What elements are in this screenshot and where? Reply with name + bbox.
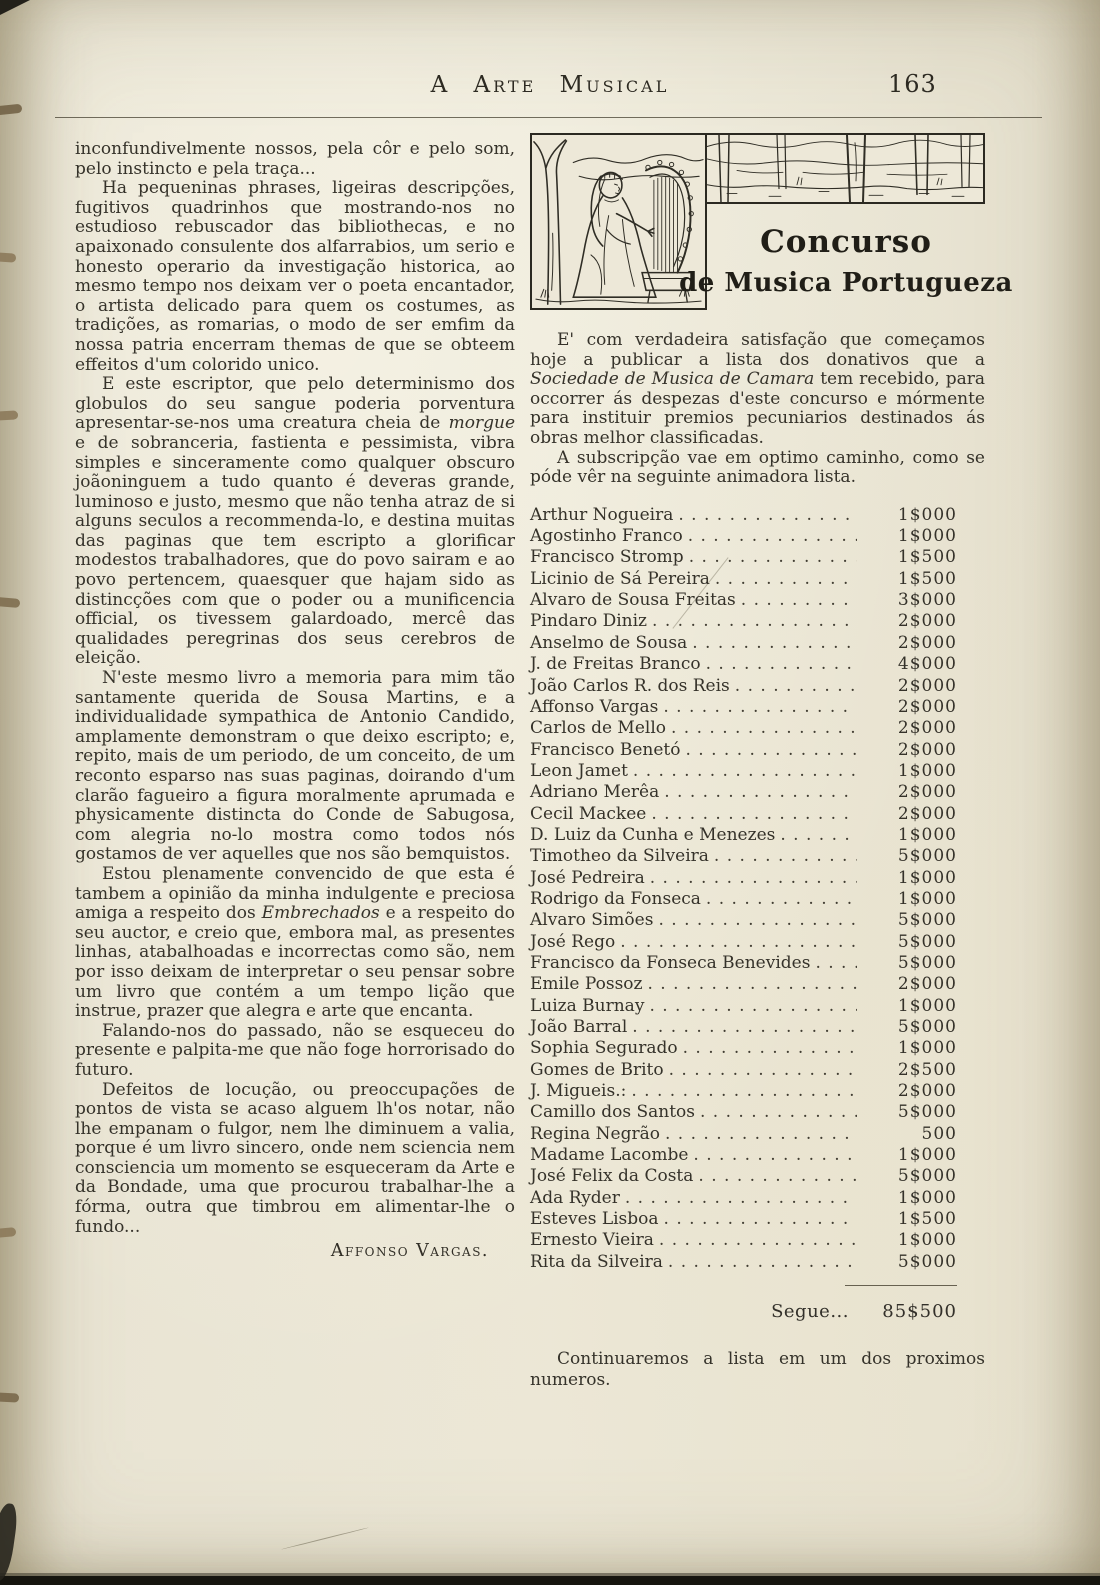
donation-row (530, 611, 985, 632)
dot-leader (648, 974, 858, 995)
journal-title: A Arte Musical (430, 72, 670, 98)
donor-name: José Pedreira (530, 867, 645, 888)
donation-row (530, 1081, 985, 1102)
donation-amount: 1$500 (897, 1209, 957, 1230)
donor-name: José Rego (530, 931, 616, 952)
scan-bottom-edge (0, 1576, 1100, 1585)
donation-amount: 5$000 (897, 1102, 957, 1123)
donation-row (530, 526, 985, 547)
donation-list (530, 505, 985, 1273)
concurso-column (530, 133, 1013, 1391)
donation-amount: 2$000 (897, 611, 957, 632)
donation-row (530, 953, 985, 974)
paragraph: Ha pequeninas phrases, ligeiras descripções, fugitivos quadrinhos que mostrando-nos no estudioso rebuscador das bibliothecas, e no apaixonado consulente dos alfarrabios, um serio e honesto operario da investigação historica, ao mesmo tempo nos deixam ver o poeta encantador, o artista delicado para quem os costumes, as tradições, as romarias, o modo de ser emfim da nossa patria encerram themas de que se obteem effeitos d'um colorido unico. (75, 178, 515, 375)
binding-tear (0, 252, 16, 262)
dot-leader (780, 825, 857, 846)
concurso-title-line2: de Musica Portugueza (679, 267, 1013, 298)
dot-leader (663, 697, 857, 718)
dot-leader (620, 932, 857, 953)
donation-row (530, 1038, 985, 1059)
binding-tear (0, 597, 20, 608)
donor-name: Francisco Benetó (530, 739, 681, 760)
dot-leader (700, 1102, 857, 1123)
header-rule (55, 117, 1042, 118)
donor-name: Arthur Nogueira (530, 504, 674, 525)
donation-row (530, 1145, 985, 1166)
donor-name: Camillo dos Santos (530, 1102, 695, 1123)
donation-amount: 2$500 (897, 1059, 957, 1080)
donation-row (530, 547, 985, 568)
page-header (0, 0, 1100, 118)
dot-leader (665, 1124, 857, 1145)
dot-leader (714, 846, 857, 867)
donation-amount: 1$000 (897, 504, 957, 525)
donation-amount: 5$000 (897, 931, 957, 952)
donation-amount: 1$500 (897, 547, 957, 568)
donation-row (530, 1209, 985, 1230)
subtotal-rule (845, 1285, 957, 1286)
concurso-paragraphs (530, 331, 985, 488)
donation-row (530, 633, 985, 654)
donation-row (530, 889, 985, 910)
article-paragraphs (75, 140, 515, 1237)
dot-leader (625, 1188, 857, 1209)
paper-scratch (281, 1527, 369, 1550)
dot-leader (664, 1209, 857, 1230)
two-column-layout (75, 133, 1013, 1391)
donation-row (530, 1166, 985, 1187)
dot-leader (815, 953, 857, 974)
donation-amount: 2$000 (897, 782, 957, 803)
closing-note: Continuaremos a lista em um dos proximos numeros. (530, 1349, 985, 1391)
donor-name: Cecil Mackee (530, 803, 647, 824)
dot-leader (632, 1017, 857, 1038)
dot-leader (669, 1060, 857, 1081)
concurso-title-block (679, 133, 1013, 310)
donation-row (530, 825, 985, 846)
donation-amount: 1$000 (897, 1230, 957, 1251)
concurso-title (679, 204, 1013, 310)
donation-row (530, 1124, 985, 1145)
dot-leader (715, 569, 857, 590)
donation-row (530, 846, 985, 867)
donor-name: Alvaro de Sousa Freitas (530, 590, 736, 611)
dot-leader (651, 804, 857, 825)
subtotal-label: Segue... (771, 1301, 849, 1323)
donor-name: Carlos de Mello (530, 718, 666, 739)
donation-row (530, 782, 985, 803)
donor-name: Francisco da Fonseca Benevides (530, 952, 811, 973)
donor-name: Leon Jamet (530, 760, 628, 781)
donor-name: Alvaro Simões (530, 910, 654, 931)
donation-row (530, 676, 985, 697)
donation-row (530, 804, 985, 825)
donation-amount: 1$000 (897, 1187, 957, 1208)
donation-amount: 2$000 (897, 739, 957, 760)
donation-row (530, 1102, 985, 1123)
paragraph: N'este mesmo livro a memoria para mim tão santamente querida de Sousa Martins, e a individualidade sympathica de Antonio Candido, amplamente demonstram o que deixo escripto; e, repito, mais de um periodo, de um conceito, de um reconto esparso nas suas paginas, doirando d'um clarão fagueiro a figura moralmente aprumada e physicamente distincta do Conde de Sabugosa, com alegria no-lo mostra como todos nós gostamos de ver aquelles que nos são bemquistos. (75, 668, 515, 865)
donation-amount: 1$000 (897, 760, 957, 781)
donor-name: Luiza Burnay (530, 995, 645, 1016)
dot-leader (649, 996, 857, 1017)
page-number: 163 (888, 70, 937, 98)
binding-tear (0, 410, 18, 420)
donation-amount: 2$000 (897, 675, 957, 696)
donor-name: Rita da Silveira (530, 1251, 663, 1272)
donation-amount: 3$000 (897, 590, 957, 611)
dot-leader (658, 910, 857, 931)
paragraph: Falando-nos do passado, não se esqueceu do presente e palpita-me que não foge horrorisado do futuro. (75, 1020, 515, 1080)
donation-row (530, 761, 985, 782)
donation-amount: 2$000 (897, 632, 957, 653)
donation-row (530, 910, 985, 931)
dot-leader (689, 547, 857, 568)
donation-amount: 1$000 (897, 995, 957, 1016)
donation-amount: 2$000 (897, 803, 957, 824)
donor-name: Licinio de Sá Pereira (530, 568, 710, 589)
dot-leader (706, 889, 857, 910)
donation-amount: 1$000 (897, 526, 957, 547)
paragraph: E este escriptor, que pelo determinismo dos globulos do seu sangue poderia porventura apresentar-se-nos uma creatura cheia de morgue e de sobranceria, fastienta e pessimista, vibra simples e sinceramente como qualquer obscuro joãoninguem a tudo quanto é deveras grande, luminoso e justo, mesmo que não tenha atraz de si alguns seculos a recommenda-lo, e destina muitas das paginas que tem escripto a glorificar modestos trabalhadores, que do povo sairam e ao povo pertencem, quaesquer que hajam sido as distincções com que o poder ou a munificencia official, os tivessem galardoado, mercê das qualidades peregrinas dos seus cerebros de eleição. (75, 374, 515, 669)
donation-amount: 500 (921, 1123, 957, 1144)
donor-name: Ernesto Vieira (530, 1230, 654, 1251)
donor-name: Regina Negrão (530, 1123, 660, 1144)
donor-name: João Barral (530, 1017, 628, 1037)
dot-leader (693, 1145, 857, 1166)
scan-corner-shadow (0, 1502, 19, 1582)
dot-leader (678, 505, 857, 526)
donor-name: João Carlos R. dos Reis (530, 675, 730, 696)
dot-leader (633, 761, 857, 782)
donor-name: Ada Ryder (530, 1187, 620, 1208)
donation-row (530, 932, 985, 953)
donation-amount: 1$000 (897, 1145, 957, 1166)
donation-amount: 5$000 (897, 1017, 957, 1037)
donation-row (530, 1060, 985, 1081)
dot-leader (692, 633, 857, 654)
donation-row (530, 740, 985, 761)
forest-frieze-illustration (707, 133, 985, 204)
donation-row (530, 1188, 985, 1209)
concurso-title-line1: Concurso (760, 223, 932, 260)
donor-name: Adriano Merêa (530, 782, 660, 803)
subtotal-row (530, 1301, 985, 1322)
donor-name: J. Migueis.: (530, 1081, 627, 1102)
dot-leader (671, 718, 857, 739)
donation-row (530, 505, 985, 526)
donor-name: J. de Freitas Branco (530, 654, 701, 675)
donor-name: Timotheo da Silveira (530, 846, 709, 867)
donor-name: Sophia Segurado (530, 1038, 678, 1059)
donor-name: Anselmo de Sousa (530, 632, 688, 653)
dot-leader (652, 611, 857, 632)
donation-row (530, 697, 985, 718)
donation-amount: 5$000 (897, 952, 957, 973)
donation-row (530, 569, 985, 590)
donation-row (530, 654, 985, 675)
donation-row (530, 590, 985, 611)
donation-amount: 1$000 (897, 824, 957, 845)
donation-amount: 2$000 (897, 1081, 957, 1102)
donor-name: D. Luiz da Cunha e Menezes (530, 824, 776, 845)
donor-name: Affonso Vargas (530, 696, 659, 717)
binding-tear (0, 1227, 16, 1238)
dot-leader (683, 1038, 857, 1059)
donor-name: Madame Lacombe (530, 1145, 689, 1166)
donor-name: Rodrigo da Fonseca (530, 888, 701, 909)
donation-amount: 1$000 (897, 1038, 957, 1059)
donation-amount: 2$000 (897, 974, 957, 995)
subtotal-amount: 85$500 (882, 1301, 957, 1323)
donation-row (530, 718, 985, 739)
binding-tear (0, 1392, 19, 1402)
paragraph: A subscripção vae em optimo caminho, como se póde vêr na seguinte animadora lista. (530, 447, 985, 488)
author-signature: Affonso Vargas. (330, 1241, 489, 1262)
donation-row (530, 996, 985, 1017)
dot-leader (735, 676, 857, 697)
dot-leader (706, 654, 857, 675)
concurso-header-block (530, 133, 1013, 310)
donor-name: Pindaro Diniz (530, 611, 648, 632)
dot-leader (741, 590, 857, 611)
donor-name: José Felix da Costa (530, 1166, 694, 1187)
donation-amount: 4$000 (897, 654, 957, 675)
dot-leader (698, 1166, 857, 1187)
dot-leader (631, 1081, 857, 1102)
donor-name: Agostinho Franco (530, 526, 683, 547)
donation-row (530, 868, 985, 889)
dot-leader (688, 526, 857, 547)
donation-row (530, 1252, 985, 1273)
donation-amount: 5$000 (897, 1166, 957, 1187)
donation-row (530, 974, 985, 995)
paragraph: inconfundivelmente nossos, pela côr e pelo som, pelo instincto e pela traça... (75, 139, 515, 179)
paragraph: Defeitos de locução, ou preoccupações de pontos de vista se acaso alguem lh'os notar, não lhe empanam o fulgor, nem lhe diminuem a valia, porque é um livro sincero, onde nem sciencia nem consciencia um momento se esqueceram da Arte e da Bondade, uma que procurou trabalhar-lhe a fórma, outra que timbrou em alimentar-lhe o fundo... (75, 1079, 515, 1237)
donation-amount: 5$000 (897, 1251, 957, 1272)
forest-frieze-svg (707, 135, 983, 202)
donation-amount: 2$000 (897, 718, 957, 739)
donation-amount: 1$500 (897, 568, 957, 589)
dot-leader (685, 740, 857, 761)
dot-leader (650, 868, 857, 889)
donation-amount: 5$000 (897, 910, 957, 931)
paragraph: Estou plenamente convencido de que esta é tambem a opinião da minha indulgente e preciosa amiga a respeito dos Embrechados e a respeito do seu auctor, e creio que, embora mal, as presentes linhas, atabalhoadas e incorrectas como são, nem por isso deixam de interpretar o seu pensar sobre um livro que contém a um tempo lição que instrue, prazer que alegra e arte que encanta. (75, 863, 515, 1022)
dot-leader (664, 782, 857, 803)
donation-row (530, 1017, 985, 1038)
donor-name: Gomes de Brito (530, 1059, 664, 1080)
donor-name: Francisco Stromp (530, 547, 684, 568)
donation-row (530, 1230, 985, 1251)
article-column (75, 133, 515, 1391)
donor-name: Emile Possoz (530, 974, 643, 995)
donation-amount: 2$000 (897, 696, 957, 717)
dot-leader (659, 1230, 857, 1251)
dot-leader (668, 1252, 857, 1273)
paragraph: E' com verdadeira satisfação que começamos hoje a publicar a lista dos donativos que a Sociedade de Musica de Camara tem recebido, para occorrer ás despezas d'este concurso e mórmente para instituir premios pecuniarios destinados ás obras melhor classificadas. (530, 330, 985, 448)
donation-amount: 1$000 (897, 867, 957, 888)
donor-name: Esteves Lisboa (530, 1209, 659, 1230)
donation-amount: 1$000 (897, 888, 957, 909)
donation-amount: 5$000 (897, 846, 957, 867)
